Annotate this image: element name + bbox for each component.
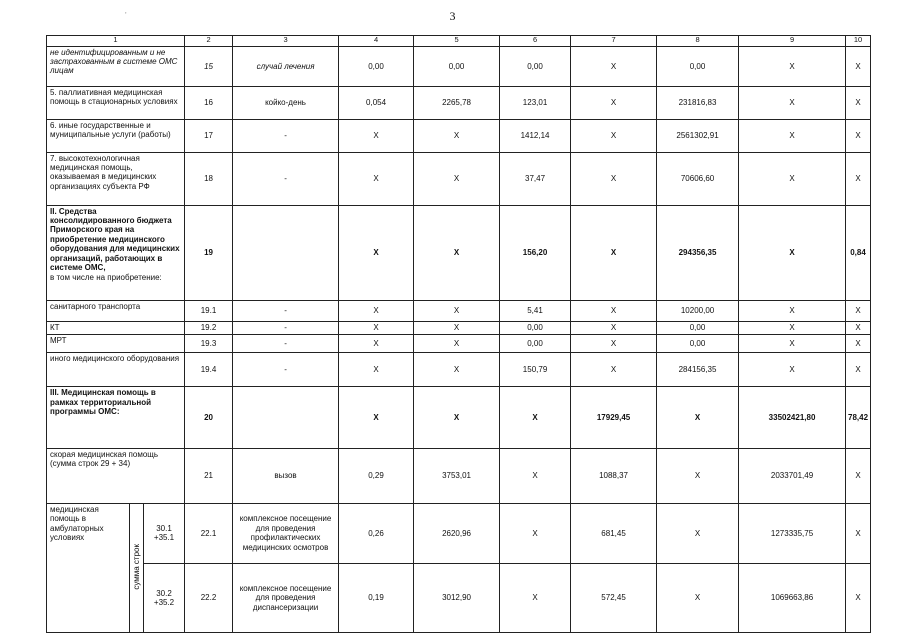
- header-cell: 3: [233, 36, 339, 47]
- value-cell: Х: [657, 503, 739, 563]
- value-cell: 17929,45: [571, 387, 657, 448]
- value-cell: 156,20: [500, 205, 571, 300]
- corner-mark: ,: [125, 9, 127, 15]
- header-cell: 10: [846, 36, 871, 47]
- value-cell: Х: [571, 300, 657, 321]
- value-cell: 231816,83: [657, 86, 739, 119]
- unit-cell: -: [233, 119, 339, 152]
- row-label: II. Средства консолидированного бюджета Приморского края на приобретение медицинского оборудования для медицинских организаций, работающих в системе ОМС,: [50, 206, 180, 273]
- value-cell: Х: [846, 335, 871, 353]
- value-cell: Х: [739, 322, 846, 335]
- row-number: 22.2: [185, 564, 233, 633]
- sub-rows-cell: 30.1 +35.1: [144, 503, 185, 563]
- value-cell: Х: [739, 205, 846, 300]
- value-cell: Х: [571, 119, 657, 152]
- value-cell: Х: [846, 300, 871, 321]
- value-cell: Х: [571, 152, 657, 205]
- unit-cell: -: [233, 335, 339, 353]
- value-cell: 1273335,75: [739, 503, 846, 563]
- value-cell: 284156,35: [657, 353, 739, 387]
- row-label: 5. паллиативная медицинская помощь в стационарных условиях: [47, 86, 185, 119]
- value-cell: 3753,01: [414, 448, 500, 503]
- value-cell: Х: [571, 322, 657, 335]
- value-cell: Х: [414, 335, 500, 353]
- value-cell: Х: [414, 152, 500, 205]
- value-cell: Х: [846, 503, 871, 563]
- value-cell: 2033701,49: [739, 448, 846, 503]
- row-number: 18: [185, 152, 233, 205]
- value-cell: Х: [739, 119, 846, 152]
- table-row: [47, 300, 871, 321]
- value-cell: Х: [846, 564, 871, 633]
- value-cell: Х: [500, 448, 571, 503]
- value-cell: 0,00: [414, 46, 500, 86]
- unit-cell: вызов: [233, 448, 339, 503]
- value-cell: Х: [739, 86, 846, 119]
- table-row: [47, 503, 871, 563]
- value-cell: Х: [571, 205, 657, 300]
- value-cell: Х: [571, 335, 657, 353]
- value-cell: 0,054: [339, 86, 414, 119]
- row-number: 17: [185, 119, 233, 152]
- value-cell: Х: [657, 564, 739, 633]
- row-number: 19.3: [185, 335, 233, 353]
- unit-cell: случай лечения: [233, 46, 339, 86]
- row-number: 21: [185, 448, 233, 503]
- value-cell: 0,00: [657, 322, 739, 335]
- unit-cell: комплексное посещение для проведения диспансеризации: [233, 564, 339, 633]
- value-cell: 3012,90: [414, 564, 500, 633]
- table-row: [47, 205, 871, 300]
- unit-cell: -: [233, 300, 339, 321]
- value-cell: Х: [339, 322, 414, 335]
- header-cell: 2: [185, 36, 233, 47]
- value-cell: Х: [846, 46, 871, 86]
- header-cell: 9: [739, 36, 846, 47]
- value-cell: Х: [414, 205, 500, 300]
- value-cell: 294356,35: [657, 205, 739, 300]
- value-cell: 2265,78: [414, 86, 500, 119]
- value-cell: 0,00: [500, 322, 571, 335]
- table-row: [47, 322, 871, 335]
- value-cell: 0,26: [339, 503, 414, 563]
- header-cell: 1: [47, 36, 185, 47]
- row-label: КТ: [47, 322, 185, 335]
- row-label: МРТ: [47, 335, 185, 353]
- unit-cell: [233, 205, 339, 300]
- row-label: медицинская помощь в амбулаторных условиях: [47, 503, 130, 632]
- value-cell: 0,00: [500, 335, 571, 353]
- table-row: [47, 564, 871, 633]
- value-cell: Х: [846, 448, 871, 503]
- row-label: скорая медицинская помощь (сумма строк 29 + 34): [47, 448, 185, 503]
- value-cell: Х: [500, 564, 571, 633]
- value-cell: Х: [657, 387, 739, 448]
- header-cell: 6: [500, 36, 571, 47]
- unit-cell: [233, 387, 339, 448]
- header-cell: 8: [657, 36, 739, 47]
- value-cell: Х: [339, 387, 414, 448]
- value-cell: 0,19: [339, 564, 414, 633]
- header-row: [47, 36, 871, 47]
- value-cell: Х: [339, 335, 414, 353]
- value-cell: Х: [339, 300, 414, 321]
- table-row: [47, 448, 871, 503]
- value-cell: 0,29: [339, 448, 414, 503]
- vertical-label-cell: [130, 503, 144, 632]
- value-cell: Х: [739, 335, 846, 353]
- value-cell: Х: [846, 86, 871, 119]
- value-cell: 0,00: [657, 46, 739, 86]
- row-number: 19.4: [185, 353, 233, 387]
- table-row: [47, 46, 871, 86]
- value-cell: Х: [739, 46, 846, 86]
- value-cell: Х: [571, 86, 657, 119]
- row-label: 6. иные государственные и муниципальные услуги (работы): [47, 119, 185, 152]
- row-label-group: [47, 205, 185, 300]
- value-cell: Х: [500, 503, 571, 563]
- value-cell: Х: [339, 119, 414, 152]
- value-cell: 1088,37: [571, 448, 657, 503]
- value-cell: Х: [657, 448, 739, 503]
- value-cell: Х: [414, 119, 500, 152]
- value-cell: Х: [846, 119, 871, 152]
- header-cell: 5: [414, 36, 500, 47]
- value-cell: 0,00: [500, 46, 571, 86]
- value-cell: Х: [414, 300, 500, 321]
- row-label: не идентифицированным и не застрахованным в системе ОМС лицам: [47, 46, 185, 86]
- unit-cell: -: [233, 152, 339, 205]
- value-cell: Х: [571, 46, 657, 86]
- value-cell: 78,42: [846, 387, 871, 448]
- budget-table: [46, 35, 871, 633]
- unit-cell: -: [233, 322, 339, 335]
- value-cell: 33502421,80: [739, 387, 846, 448]
- row-label: III. Медицинская помощь в рамках территориальной программы ОМС:: [47, 387, 185, 448]
- value-cell: Х: [414, 322, 500, 335]
- value-cell: 2620,96: [414, 503, 500, 563]
- value-cell: 0,84: [846, 205, 871, 300]
- value-cell: 10200,00: [657, 300, 739, 321]
- table-row: [47, 86, 871, 119]
- value-cell: Х: [339, 353, 414, 387]
- value-cell: Х: [846, 353, 871, 387]
- table-row: [47, 335, 871, 353]
- value-cell: Х: [739, 353, 846, 387]
- unit-cell: койко-день: [233, 86, 339, 119]
- value-cell: 37,47: [500, 152, 571, 205]
- vertical-label: сумма строк: [132, 543, 141, 590]
- value-cell: 5,41: [500, 300, 571, 321]
- sub-rows-cell: 30.2 +35.2: [144, 564, 185, 633]
- value-cell: Х: [571, 353, 657, 387]
- value-cell: 1412,14: [500, 119, 571, 152]
- value-cell: 2561302,91: [657, 119, 739, 152]
- row-number: 15: [185, 46, 233, 86]
- row-label: санитарного транспорта: [47, 300, 185, 321]
- value-cell: Х: [414, 353, 500, 387]
- row-number: 16: [185, 86, 233, 119]
- value-cell: Х: [846, 152, 871, 205]
- value-cell: 681,45: [571, 503, 657, 563]
- row-number: 19.2: [185, 322, 233, 335]
- value-cell: Х: [846, 322, 871, 335]
- value-cell: Х: [339, 205, 414, 300]
- table-row: [47, 152, 871, 205]
- value-cell: 0,00: [339, 46, 414, 86]
- value-cell: 1069663,86: [739, 564, 846, 633]
- unit-cell: -: [233, 353, 339, 387]
- value-cell: 572,45: [571, 564, 657, 633]
- row-label: иного медицинского оборудования: [47, 353, 185, 387]
- value-cell: Х: [500, 387, 571, 448]
- value-cell: Х: [739, 300, 846, 321]
- value-cell: Х: [339, 152, 414, 205]
- value-cell: Х: [739, 152, 846, 205]
- row-number: 19.1: [185, 300, 233, 321]
- row-number: 20: [185, 387, 233, 448]
- unit-cell: комплексное посещение для проведения профилактических медицинских осмотров: [233, 503, 339, 563]
- page-number: 3: [449, 9, 456, 23]
- table-row: [47, 353, 871, 387]
- row-number: 22.1: [185, 503, 233, 563]
- header-cell: 7: [571, 36, 657, 47]
- value-cell: 123,01: [500, 86, 571, 119]
- row-label-tail: в том числе на приобретение:: [50, 272, 162, 282]
- row-number: 19: [185, 205, 233, 300]
- table-row: [47, 387, 871, 448]
- value-cell: 0,00: [657, 335, 739, 353]
- table-row: [47, 119, 871, 152]
- header-cell: 4: [339, 36, 414, 47]
- value-cell: 150,79: [500, 353, 571, 387]
- value-cell: 70606,60: [657, 152, 739, 205]
- row-label: 7. высокотехнологичная медицинская помощь, оказываемая в медицинских организациях субъекта РФ: [47, 152, 185, 205]
- value-cell: Х: [414, 387, 500, 448]
